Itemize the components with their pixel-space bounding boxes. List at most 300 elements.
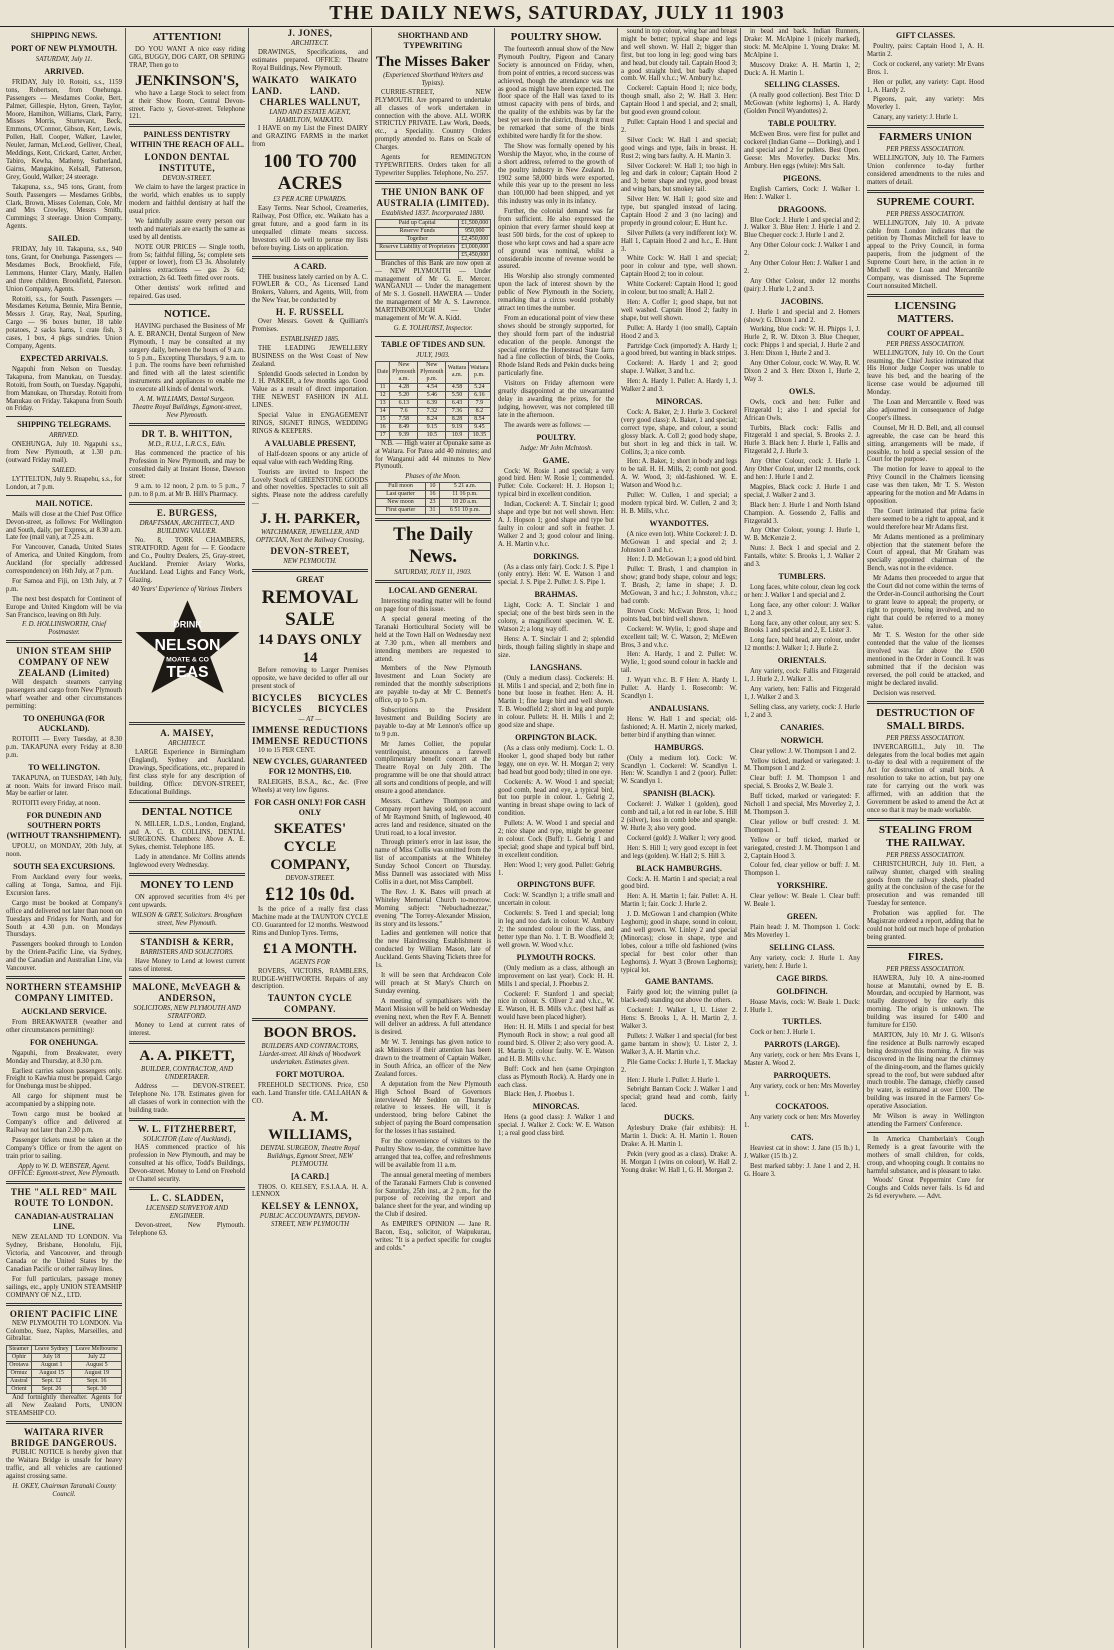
table-cell: Sept. 16 xyxy=(72,1378,122,1386)
divider xyxy=(129,873,245,876)
article-paragraph: Any Other Colour, cock: J. Hurle 1. Any Other Colour, under 12 months, cock and hen: J. Hurle 1 and 2. xyxy=(744,458,860,481)
article-paragraph: No. 8, TORK CHAMBERS, STRATFORD. Agent for — F. Goodacre and Co., Poultry Dealers, 25, Gray-street, Auckland. Premier Aviary Works, Auckland. Lead Lights and Fancy Work, Glazing. xyxy=(129,536,245,584)
section-heading: TO WELLINGTON. xyxy=(28,762,100,772)
article-paragraph: Messrs. Carthew Thompson and Company report having sold, on account of Mr Raymond Smith, of Inglewood, 40 acres land and residence, situated on the Uruti road, to a local investor. xyxy=(375,797,491,837)
article-paragraph: Pullet: A. Hardy 1 (too small), Captain Hood 2 and 3. xyxy=(621,324,737,340)
advert-title: L. C. SLADDEN, xyxy=(150,1192,224,1203)
article-paragraph: Any Other Colour Hen: J. Walker 1 and 2. xyxy=(744,260,860,275)
advert-title: J. JONES, xyxy=(287,28,333,38)
divider xyxy=(129,976,245,979)
paired-heading-text: BICYCLES xyxy=(252,692,303,703)
star-logo-text: TEAS xyxy=(165,664,209,682)
article-paragraph: Town cargo must be booked at Company's office and delivered at Railway not later than 2.30 p.m. xyxy=(6,1111,122,1134)
article-paragraph: Before removing to Larger Premises opposite, we have decided to offer all our present stock of xyxy=(252,666,368,690)
article-paragraph: Mr Adams then proceeded to argue that the Court did not come within the terms of the Order-in-Council authorising the Court to grant leave to appeal; the property, or right to property, being involved, and no right that could be referred to a money value. xyxy=(867,575,984,630)
article-paragraph: Buff ticked, marked or variegated: F. Nicholl 1 and special, Mrs Moverley 2, J. M. Thompson 3. xyxy=(744,793,860,816)
article-paragraph: Hens (a good class): J. Walker 1 and special. J. Walker 2. Cock: W. E. Watson 1; a real good class bird. xyxy=(498,1114,614,1138)
section-heading: PAINLESS DENTISTRY WITHIN THE REACH OF ALL. xyxy=(129,130,245,150)
column-1 xyxy=(3,28,126,1648)
article-paragraph: Long face, bald head, any colour, under 12 months: J. Walker 1; J. Hurle 2. xyxy=(744,637,860,653)
article-paragraph: HAWERA, July 10. A nine-roomed house at Manutahi, owned by E. B. Mourdan, and occupied by Harmont, was totally destroyed by fire early this morning. The origin is unknown. The building was insured for £400 and furniture for £150. xyxy=(867,974,984,1030)
table-cell: Orotava xyxy=(7,1362,32,1370)
table-row xyxy=(376,499,491,507)
article-paragraph: RALEIGHS, B.S.A., &c., &c. (Free Wheels) at very low figures. xyxy=(252,779,368,795)
subheading: £3 PER ACRE UPWARDS. xyxy=(273,196,347,204)
paired-heading xyxy=(252,704,368,715)
article-paragraph: FRIDAY, July 10. Takapuna, s.s., 940 tons, Grant, for Onehunga. Passengers — Mesdames Bock, Brookfield, Fife, Lemmons, Hunter Clary, Manly, Hallen and three children. Brookfield, Paterson. Union Company, Agents. xyxy=(6,246,122,293)
star-logo-text: NELSON xyxy=(154,637,220,655)
article-paragraph: It will be seen that Archdeacon Cole will preach at St Mary's Church on Sunday evening. xyxy=(375,971,491,995)
subheading: Established 1837. Incorporated 1880. xyxy=(381,209,485,217)
table-cell: 7.36 xyxy=(446,407,468,415)
table-cell: 12 xyxy=(376,391,390,399)
subheading: PER PRESS ASSOCIATION. xyxy=(886,965,965,973)
article-paragraph: 10 to 15 PER CENT. xyxy=(258,746,316,754)
subheading: LICENSED SURVEYOR AND ENGINEER. xyxy=(145,1204,229,1220)
article-paragraph: Long face, any other colour: J. Walker 1, 2 and 3. xyxy=(744,601,860,617)
section-heading: MINORCAS. xyxy=(532,1102,580,1112)
article-paragraph: Cockerel: Captain Hood 1; nice body, though small, also 2; W. Hall 3. Hen: Captain Hood 1 and special, and 2; small, but good even ground colour. xyxy=(621,85,737,117)
table-cell: 9.45 xyxy=(468,423,490,431)
advert-title: KELSEY & LENNOX, xyxy=(261,1201,359,1212)
table-cell: New Plymouth p.m. xyxy=(418,361,446,383)
section-heading: TABLE POULTRY. xyxy=(768,119,836,129)
article-paragraph: Cockerel: F. Stanford 1 and special; nice in colour. S. Oliver 2 and v.h.c., W. E. Watson, H. B. Mills v.h.c. (best half as would have been placed higher). xyxy=(498,990,614,1022)
article-paragraph: Hen: J. D. McGowan 1; a good old bird. xyxy=(627,556,737,564)
article-paragraph: Through printer's error in last issue, the name of Miss Collis was omitted from the list of accompanists at the Whiteley Sunday School Concert on Thursday. Miss Dannell was associated with Miss Collis in a duet, not Miss Campbell. xyxy=(375,839,491,886)
article-paragraph: (A really good collection). Best Trio: D McGowan (white leghorns) 1, A. Hardy (Golden Pencil Wyandottes) 2. xyxy=(744,92,860,116)
article-paragraph: Pullet: W. Cullen, 1 and special; a modern typical bird. W. Cullen, 2 and 3; H. B. Mills, v.h.c. xyxy=(621,492,737,515)
article-paragraph: The next best despatch for Continent of Europe and United Kingdom will be via San Francisco, leaving on 8th July. xyxy=(6,595,122,619)
article-paragraph: Cockerel: J. Walker 1, U. Lister 2. Hens: S. Brooks 1, A. H. Martin 2, J. Walker 3. xyxy=(621,1007,737,1031)
article-paragraph: From BREAKWATER (weather and other circumstances permitting): xyxy=(6,1018,122,1034)
table-cell: Ophir xyxy=(7,1354,32,1362)
article-paragraph: Mr Wilson is away in Wellington attending the Farmers' Conference. xyxy=(867,1113,984,1128)
article-paragraph: (As a class only medium). Cock: L. O. Hooker 1, good shaped body but rather leggy, one on eye. W. H. Morgan 2; very bad head but good body; tilted in one eye. xyxy=(498,744,614,776)
advert-title: MALONE, McVEAGH & ANDERSON, xyxy=(132,982,242,1004)
section-heading: GREEN. xyxy=(786,912,818,922)
subheading: PER PRESS ASSOCIATION. xyxy=(886,734,965,742)
table-row xyxy=(376,391,491,399)
article-paragraph: And fortnightly thereafter. Agents for all New Zealand Ports, UNION STEAMSHIP CO. xyxy=(6,1394,122,1418)
article-paragraph: For Samoa and Fiji, on 13th July, at 7 p.m. xyxy=(6,577,122,593)
article-paragraph: HAVING purchased the Business of Mr A. E. BRANCH, Dental Surgeon of New Plymouth, I may be consulted at my surgery daily, between the hours of 9 a.m. to 5 p.m., Excepting Thursdays, 9 a.m. to 1 p.m. The rooms have been refurnished and fitted with all the latest scientific instruments and appliances to enable me to execute all kinds of dental work. xyxy=(129,322,245,394)
advert-title: STANDISH & KERR, xyxy=(140,936,234,947)
section-heading: PIGEONS. xyxy=(782,173,821,183)
table-cell: 9.15 xyxy=(418,423,446,431)
article-paragraph: Clear buff: J. M. Thompson 1 and special, S. Brooks 2, W. Beale 3. xyxy=(744,775,860,791)
advert-display-text: The Misses Baker xyxy=(375,54,491,70)
section-heading: FOR ONEHUNGA. xyxy=(30,1037,98,1047)
article-paragraph: Any Other Colour, young: J. Hurle 1, W. B. McKenzie 2. xyxy=(744,527,860,543)
article-paragraph: Hen: A. H. Martin 1; fair. Pullet: A. H. Martin 1; fair. Cock: J. Hurle 2. xyxy=(621,893,737,909)
section-heading: SOUTH SEA EXCURSIONS. xyxy=(13,862,115,872)
article-paragraph: Clear yellow: W. Beale 1. Clear buff: W. Beale 1. xyxy=(744,893,860,909)
paired-heading xyxy=(252,736,368,747)
column-3 xyxy=(249,28,372,1648)
subheading: WILSON & GREY, Solicitors. Brougham street, New Plymouth. xyxy=(131,911,243,927)
article-paragraph: Colour fed, clear yellow or buff: J. M. Thompson 1. xyxy=(744,862,860,878)
article-paragraph: J. Wyatt v.h.c. B. F Hen: A. Hardy 1. Pullet: A. Hardy 1. Rosecomb: W. Scandlyn 1. xyxy=(621,677,737,700)
subheading: BARRISTERS AND SOLICITORS. xyxy=(140,948,234,956)
subheading: — AT — xyxy=(298,715,322,723)
article-paragraph: Hoase Mavis, cock: W. Beale 1. Duck: J. Hurle 1. xyxy=(744,998,860,1014)
section-heading: SHIPPING TELEGRAMS. xyxy=(17,420,111,430)
advert-title: E. BURGESS, xyxy=(156,508,218,519)
table-row xyxy=(376,407,491,415)
column-7 xyxy=(741,28,864,1648)
paired-heading-text: IMMENSE xyxy=(252,735,300,746)
article-paragraph: Light, Cock: A. T. Sinclair 1 and special; one of the best birds seen in the colony, a magnificent specimen. W. E. Watson 2; a long way off. xyxy=(498,602,614,633)
article-paragraph: Ngapuhi from Nelson on Tuesday. Takapuna, from Manukau, on Tuesday. Rotoiti, from South, on Tuesday. Ngapuhi, from Manukau, on Thursday. Rotoiti from Manukau on Friday. Takapuna from South on Friday. xyxy=(6,365,122,413)
article-paragraph: For the convenience of visitors to the Poultry Show to-day, the committee have arranged that tea, coffee, and refreshments will be available from 11 a.m. xyxy=(375,1138,491,1169)
column-2 xyxy=(126,28,249,1648)
table-cell: Waitara a.m. xyxy=(446,361,468,383)
subheading: H. OKEY, Chairman Taranaki County Council. xyxy=(12,1482,116,1498)
advert-display-text: REMOVAL SALE xyxy=(261,586,359,630)
article-paragraph: Pile Game Cocks: J. Hurle 1, T. Mackay 2. xyxy=(621,1058,737,1074)
advert-display-text: JENKINSON'S, xyxy=(135,72,239,89)
article-paragraph: Any variety, hen: Fallis and Fitzgerald 1, J. Walker 2 and 3. xyxy=(744,686,860,701)
section-heading: DRAGOONS. xyxy=(777,204,827,214)
section-heading: TO ONEHUNGA (FOR AUCKLAND). xyxy=(23,713,105,733)
article-paragraph: ON approved securities from 4½ per cent upwards. xyxy=(129,894,245,909)
article-paragraph: Cock: W. Rosie 1 and special; a very good bird. Hen: W. Rosie 1; commended. Pullet: Cole. Cockerel: H. J. Hopson 1; typical bird in excellent condition. xyxy=(498,467,614,499)
article-paragraph: I HAVE on my List the Finest DAIRY and GRAZING FARMS in the market from xyxy=(252,125,368,149)
article-paragraph: Any variety, cock: Fallis and Fitzgerald 1, J. Hurle 2, J. Walker 3. xyxy=(744,668,860,684)
section-heading: PLYMOUTH ROCKS. xyxy=(516,952,596,962)
table-cell: Orient xyxy=(7,1386,32,1394)
table-cell: Leave Melbourne xyxy=(72,1346,122,1354)
subheading: M.D., R.U.I., L.R.C.S., Edin. xyxy=(148,440,226,448)
table-cell: 5.20 xyxy=(390,391,418,399)
table-cell: 16 xyxy=(376,423,390,431)
advert-title: THE UNION BANK OF AUSTRALIA (LIMITED). xyxy=(376,186,490,208)
section-heading: YORKSHIRE. xyxy=(776,881,828,891)
paired-heading-text: BICYCLES xyxy=(252,703,303,714)
article-paragraph: Owls, cock and hen: Fuller and Fitzgerald 1; also 1 and special for African Owls. xyxy=(744,398,860,422)
section-heading: WYANDOTTES. xyxy=(649,518,709,528)
table-row xyxy=(376,383,491,391)
article-paragraph: Hens: W. Hall 1 and special; old-fashioned; A. H. Martin 2, nicely marked, better bird if anything than winner. xyxy=(621,715,737,739)
advert-display-text: J. H. PARKER, xyxy=(259,511,361,528)
divider xyxy=(375,518,491,521)
table-cell: 6.43 xyxy=(446,399,468,407)
section-heading: SPANISH (BLACK). xyxy=(643,789,715,799)
table-cell: 6.16 xyxy=(468,391,490,399)
article-paragraph: Mails will close at the Chief Post Office Devon-street, as follows: For Wellington and South, daily, per Express, at 8.30 a.m. Late fee (mail van), at 7.25 a.m. xyxy=(6,510,122,542)
article-paragraph: INVERCARGILL, July 10. The delegates from the local bodies met again to-day to deal with a requirement of the Act for destruction of small birds. A resolution to take no action, but pay one rate for carrying out the work was affirmed, with an addition that the Government be asked to amend the Act at once so that it may be made workable. xyxy=(867,743,984,814)
section-heading: NOTICE. xyxy=(163,307,211,320)
article-paragraph: PUBLIC NOTICE is hereby given that the Waitara Bridge is unsafe for heavy traffic, and all vehicles are cautioned against crossing same. xyxy=(6,1449,122,1480)
article-paragraph: Cockerel: W. Wylie, 1; good shape and excellent tail; W. C. Watson, 2; McEwen Bros, 3 and v.h.c. xyxy=(621,625,737,649)
article-paragraph: Mr T. S. Weston for the other side contended that the value of the licenses involved was far above the £500 mentioned in the Order in Council. It was submitted that if the decision was reversed, the poll could be attacked, and might be declared invalid. xyxy=(867,632,984,687)
article-paragraph: Working, blue cock: W. H. Phipps 1, J. Hurle 2, R. W. Dixon 3. Blue Chequer, cock: Phipps 1 and special, J. Hurle 2 and 3. Hen: Dixon 1, Hurle 2 and 3. xyxy=(744,326,860,358)
subheading: PER PRESS ASSOCIATION. xyxy=(886,851,965,859)
article-paragraph: Pigeons, pair, any variety: Mrs Moverley 1. xyxy=(867,96,984,112)
table-cell: 8.28 xyxy=(446,415,468,423)
table-cell: 17 xyxy=(376,431,390,439)
table-row xyxy=(7,1386,122,1394)
section-heading: POULTRY. xyxy=(536,432,576,442)
table-cell: 10.9 xyxy=(446,431,468,439)
section-heading: A CARD. xyxy=(293,261,327,271)
subheading: ARRIVED. xyxy=(49,432,79,440)
advert-title: NORTHERN STEAMSHIP COMPANY LIMITED. xyxy=(6,981,122,1003)
table-cell: 9.39 xyxy=(390,431,418,439)
divider xyxy=(252,569,368,572)
article-paragraph: Have Money to Lend at lowest current rates of interest. xyxy=(129,957,245,973)
article-paragraph: Any variety, cock or hen: Mrs Evans 1, Master A. Wood 2. xyxy=(744,1052,860,1068)
section-heading: PARROTS (LARGE). xyxy=(764,1040,840,1050)
article-paragraph: TAKAPUNA, on TUESDAY, 14th July, at noon. Waits for inward Frisco mail. May be earlier or later. xyxy=(6,774,122,798)
table-row xyxy=(376,251,491,259)
divider xyxy=(867,1132,984,1133)
article-paragraph: Mr James Collier, the popular ventriloquist, announces a farewell complimentary benefit concert at the Theatre Royal on July 20th. The programme will be one that should attract all sorts and conditions of people, and will ensure a good attendance. xyxy=(375,740,491,796)
article-paragraph: Lady in attendance. Mr Collins attends Inglewood every Wednesday. xyxy=(129,854,245,870)
section-heading: MINORCAS. xyxy=(655,396,703,406)
table-cell: Last quarter xyxy=(376,491,426,499)
section-heading: CANARIES. xyxy=(780,722,824,732)
subheading: Apply to W. D. WEBSTER, Agent. OFFICE: Egmont-street, New Plymouth. xyxy=(8,1162,120,1178)
table-cell: 7.6 xyxy=(390,407,418,415)
article-paragraph: Pullets: J. Walker 1 and special (for best game bantam in show); U. Lister 2, J. Walker 3, A. H. Martin v.h.c. xyxy=(621,1032,737,1056)
table-cell: 10.5 xyxy=(418,431,446,439)
article-paragraph: For Vancouver, Canada, United States of America, and United Kingdom, from Auckland (for specially addressed correspondence) on 16th July, at 7 p.m. xyxy=(6,544,122,576)
article-paragraph: Black hen: J. Hurle 1 and North Island Champion. A. Gossendo 2, Fallis and Fitzgerald 3. xyxy=(744,501,860,525)
table-row xyxy=(376,423,491,431)
article-paragraph: Clear yellow: J. W. Thompson 1 and 2. xyxy=(750,747,856,755)
divider xyxy=(129,502,245,505)
article-paragraph: Cockerel (gold): J. Walker 1; very good. xyxy=(627,834,737,842)
divider xyxy=(867,190,984,193)
section-heading: BRAHMAS. xyxy=(534,590,578,600)
paired-heading-text: WAIKATO LAND. xyxy=(252,74,300,96)
article-paragraph: Is the price of a really first class Machine made at the TAUNTON CYCLE CO. Guaranteed for 12 months. Westwood Rims and Dunlop Tyres. Terms, xyxy=(252,906,368,937)
subheading: NEW PLYMOUTH. xyxy=(283,557,337,565)
section-heading: SHORTHAND AND TYPEWRITING xyxy=(397,31,469,50)
table-cell: £1,500,000 xyxy=(459,219,491,227)
subheading: AGENTS FOR xyxy=(290,958,330,966)
article-paragraph: Subscriptions to the President Investment and Building Society are payable to-day at Mr Lennon's office up to 9 p.m. xyxy=(375,706,491,738)
article-paragraph: English Carriers, Cock: J. Walker 1. Hen: J. Walker 1. xyxy=(744,185,860,201)
subheading: DEVON-STREET. xyxy=(285,875,335,883)
advert-title: UNION STEAM SHIP COMPANY OF NEW ZEALAND (Limited) xyxy=(16,646,112,679)
article-paragraph: Hen: A. Hardy, 1 and 2. Pullet: W. Wylie, 1; good sound colour in hackle and tail. xyxy=(621,651,737,675)
table-cell: Paid up Capital xyxy=(376,219,459,227)
section-heading: SHIPPING NEWS. xyxy=(30,31,98,40)
article-paragraph: Pullet: T. Brash, 1 and champion in show; grand body shape, colour and legs; T. Brash, 2; lame in shape; J. D. McGowan, 3 and h.c.; J. Johnston, v.h.c.; bad comb. xyxy=(621,566,737,605)
article-paragraph: Will despatch steamers carrying passengers and cargo from New Plymouth wharf weather and other circumstances permitting: xyxy=(6,679,122,710)
advert-title: DR T. B. WHITTON, xyxy=(141,428,233,439)
article-paragraph: LYTTELTON, July 9. Ruapehu, s.s., for London, at 7 p.m. xyxy=(6,475,122,491)
article-paragraph: Hen: A. Baker, 1; short in body and legs to be tail. H. H. Mills, 2; comb not good. A. W. Wood, 3; old-fashioned. W. E. Watson and Wood h.c. xyxy=(621,458,737,490)
divider xyxy=(6,1421,122,1424)
article-paragraph: We claim to have the largest practice in the world, which enables us to supply modern and faithful dentistry at half the usual price. xyxy=(129,184,245,215)
section-heading: ANDALUSIANS. xyxy=(649,703,709,713)
subheading: SOLICITOR (Late of Auckland), xyxy=(142,1135,232,1143)
table-cell: Leave Sydney xyxy=(31,1346,72,1354)
advert-title: TAUNTON CYCLE COMPANY. xyxy=(267,993,353,1015)
advert-display-text: BOON BROS. xyxy=(263,1025,357,1042)
section-heading: JACOBINS. xyxy=(780,296,824,306)
table-cell: Waitara p.m. xyxy=(468,361,490,383)
article-paragraph: Any Other Colour, under 12 months (pair): J. Hurle 1, 2 and 3. xyxy=(744,277,860,293)
paired-heading-text: BICYCLES xyxy=(317,703,368,714)
masthead-title: THE DAILY NEWS, SATURDAY, JULY 11 1903 xyxy=(329,2,785,24)
table-cell: 14 xyxy=(376,407,390,415)
article-paragraph: Cargo must be booked at Company's office and delivered not later than noon on Tuesdays and Fridays for North, and for South at 4.30 p.m. on Mondays Thursdays. xyxy=(6,899,122,939)
section-heading: GOLDFINCH. xyxy=(776,986,828,996)
table-cell: 5.46 xyxy=(418,391,446,399)
article-paragraph: Other dentists' work refitted and repaired. Gas used. xyxy=(129,285,245,301)
advert-display-text: £12 10s 0d. xyxy=(265,884,355,906)
table-cell: 7.32 xyxy=(418,407,446,415)
table-cell: 5.24 xyxy=(468,383,490,391)
subheading: PUBLIC ACCOUNTANTS, DEVON-STREET, NEW PLYMOUTH xyxy=(259,1213,361,1229)
section-heading: DORKINGS. xyxy=(533,551,579,561)
paired-heading-text: IMMENSE xyxy=(252,724,300,735)
data-table xyxy=(375,219,491,260)
article-paragraph: FREEHOLD SECTIONS. Price, £50 each. Land Transfer title. CALLAHAN & CO. xyxy=(252,1082,368,1105)
divider xyxy=(129,1118,245,1121)
subheading: SATURDAY, July 11. xyxy=(35,56,93,63)
star-logo-text: MOATE & CO xyxy=(165,656,209,664)
table-cell: 8.54 xyxy=(468,415,490,423)
advert-title: THE "ALL RED" MAIL ROUTE TO LONDON. xyxy=(10,1187,118,1209)
article-paragraph: Hens: A. T. Sinclair 1 and 2; splendid birds, though failing slightly in shape and size. xyxy=(498,635,614,659)
article-paragraph: Pullets: A. W. Wood 1 and special and 2; nice shape and type, might be greener in colour. Cock (Buff): L. Gehrig 1 and special; good shape and typical buff bird, in excellent condition. xyxy=(498,820,614,859)
subheading: (Experienced Shorthand Writers and Typists). xyxy=(383,72,483,87)
section-heading: ORPINGTON BLACK. xyxy=(515,732,597,742)
article-paragraph: Takapuna, s.s., 945 tons, Grant, from South. Passengers — Mesdames Gribbs, Clark, Brown, Misses Coleman, Cole, Mr and Mrs Crowley, Messrs Smith, Cummings; 3 steerage. Union Company, Agents. xyxy=(6,183,122,231)
section-heading: OWLS. xyxy=(788,386,815,396)
article-paragraph: Splendid Goods selected in London by J. H. PARKER, a few months ago. Good Value as a result of direct importation. THE NEWEST FASHION IN ALL LINES. xyxy=(252,370,368,410)
section-heading: STEALING FROM THE RAILWAY. xyxy=(878,823,973,849)
article-paragraph: N. MILLER, L.D.S., London, England, and A. C. B. COLLINS, DENTAL SURGEONS. Chambers: Above A. E. Sykes, chemist. Telephone 185. xyxy=(129,820,245,852)
subheading: JULY, 1903. xyxy=(416,351,450,359)
table-cell: 8.49 xyxy=(390,423,418,431)
section-heading: ORIENTALS. xyxy=(777,656,827,666)
divider xyxy=(129,722,245,725)
section-heading: GAME BANTAMS. xyxy=(644,977,714,987)
article-paragraph: J. Hurle 1 and special and 2. Homers (show): G. Dixon 1 and 2. xyxy=(744,308,860,324)
divider xyxy=(375,580,491,583)
article-paragraph: The Rev. J. K. Bates will preach at Whiteley Memorial Church to-morrow. Morning subject: "Nebuchadnezzar," evening "The Torrey-Alexander Mission, its story and its lessons." xyxy=(375,888,491,928)
article-paragraph: Turbits, Black cock: Fallis and Fitzgerald 1 and special, S. Brooks 2. J. Hurle 3. Black hen: J. Hurle 1, Fallis and Fitzgerald 2, J. Hurle 3. xyxy=(744,424,860,456)
section-heading: COURT OF APPEAL. xyxy=(887,328,964,338)
section-heading: ARRIVED. xyxy=(44,66,84,76)
article-paragraph: Hen: A. Hardy 1. Pullet: A. Hardy 1, J. Walker 2 and 3. xyxy=(621,378,737,394)
article-paragraph: White Cock: W. Hall 1 and special; poor in colour and type, well shown. Captain Hood 2; too in colour. xyxy=(621,255,737,279)
table-cell: Steamer xyxy=(7,1346,32,1354)
table-cell: August 15 xyxy=(31,1370,72,1378)
section-heading: PARROQUETS. xyxy=(773,1071,831,1081)
table-cell: 5 21 a.m. xyxy=(439,483,490,491)
table-cell: 23 xyxy=(426,499,440,507)
article-paragraph: Clear yellow or buff crested: J. M. Thompson 1. xyxy=(744,818,860,834)
article-paragraph: Agents for REMINGTON TYPEWRITERS. Orders taken for all Typewriter Supplies. Telephone, No. 257. xyxy=(375,154,491,177)
article-paragraph: ROVERS, VICTORS, RAMBLERS, RUDGE-WHITWORTH. Repairs of any description. xyxy=(252,967,368,991)
table-row xyxy=(376,235,491,243)
article-paragraph: MARTON, July 10. Mr J. G. Wilson's fine residence at Bulls narrowly escaped being destroyed this morning. A fire was discovered in the lining near the chimney of the dining-room, and the flames quickly spread to the roof, but were subdued after much trouble. The damage, chiefly caused by water, is estimated at over £100. The building was insured in the Farmers' Co-operative Association. xyxy=(867,1032,984,1111)
article-paragraph: From an educational point of view these shows should be strongly supported, for they should form part of the industrial education of the people. Amongst the special entries the Homestead State farm had a fine collection of birds, the Cooks, Rhode Island Reds and Pekin ducks being particularly fine. xyxy=(498,314,614,378)
subheading: DRAFTSMAN, ARCHITECT, AND BUILDING VALUER. xyxy=(139,520,235,536)
table-cell: 8.2 xyxy=(468,407,490,415)
article-paragraph: Fairly good lot; the winning pullet (a black-red) standing out above the others. xyxy=(621,989,737,1005)
table-row xyxy=(7,1378,122,1386)
article-paragraph: Cockerel: J. Walker 1 (golden), good comb and tail, a lot red in ear lobe. S. Hill 2 (silver), loss in comb lobe and spangle. W. Hurle 3; also very good. xyxy=(621,801,737,832)
table-row xyxy=(376,491,491,499)
article-paragraph: Silver Hen: W. Hall 1; good size and type, but spangled instead of lacing. Captain Hood 2 and 3 (no lacing) and properly in ground colour; E. Hunt h.c. xyxy=(621,196,737,227)
article-paragraph: UPOLU, on MONDAY, 20th July, at noon. xyxy=(6,843,122,859)
article-paragraph: From Auckland every four weeks, calling at Tonga, Samoa, and Fiji. Excursion fares. xyxy=(6,874,122,897)
table-cell: 4.54 xyxy=(418,383,446,391)
article-paragraph: The Court intimated that prima facie there seemed to be a right to appeal, and it would therefore hear Mr Adams first. xyxy=(867,507,984,531)
article-paragraph: Any variety, cock: J. Hurle 1. Any variety, hen: J. Hurle 1. xyxy=(744,954,860,970)
article-paragraph: Woods' Great Peppermint Cure for Coughs and Colds never fails. 1s 6d and 2s 6d everywhere. — Advt. xyxy=(867,1177,984,1201)
section-heading: NEW CYCLES, GUARANTEED FOR 12 MONTHS, £10. xyxy=(252,757,368,777)
table-cell: Austral xyxy=(7,1378,32,1386)
table-cell: 6 51 10 p.m. xyxy=(439,507,490,515)
table-cell: 13 xyxy=(376,399,390,407)
article-paragraph: NEW PLYMOUTH TO LONDON. Via Colombo, Suez, Naples, Marseilles, and Gibraltar. xyxy=(6,1319,122,1343)
section-heading: GREAT xyxy=(296,574,324,584)
advert-display-text: The Daily News. xyxy=(393,524,473,568)
article-paragraph: Devon-street, New Plymouth. Telephone 63. xyxy=(129,1221,245,1237)
section-heading: DUCKS. xyxy=(663,1113,694,1123)
section-heading: CATS. xyxy=(790,1132,814,1142)
article-paragraph: (Only a medium class). Cockerels: H. H. Mills 1 and special, and 2; both fine in bone but loose in feather. Hen: A. H. Martin 1; fine large bird and well shown. T. B. Woodfield 2; short in leg and purple in colour. Pullets: H. H. Mills 1 and 2; good size and shape. xyxy=(498,674,614,730)
article-paragraph: Hen: J. Hurle 1. Pullet: J. Hurle 1. xyxy=(627,1076,720,1084)
article-paragraph: Decision was reserved. xyxy=(873,689,936,697)
paired-heading xyxy=(252,725,368,736)
article-paragraph: Ngapuhi, from Breakwater, every Monday and Thursday, at 8.30 p.m. xyxy=(6,1049,122,1065)
article-paragraph: Brown Cock: McEwan Bros, 1; hood points bad, but bird well shown. xyxy=(621,607,737,623)
article-paragraph: Yellow ticked, marked or variegated: J. M. Thompson 1 and 2. xyxy=(744,757,860,773)
article-paragraph: Cockerel: A. Hardy 1 and 2; good shape. J. Walker, 3 and h.c. xyxy=(621,360,737,376)
divider xyxy=(129,304,245,305)
column-4 xyxy=(372,28,495,1648)
section-heading: CANADIAN-AUSTRALIAN LINE. xyxy=(14,1212,114,1232)
advert-title: H. F. RUSSELL xyxy=(275,307,345,318)
article-paragraph: CHRISTCHURCH, July 10. Flett, a railway shunter, charged with stealing goods from the railway sheds, pleaded guilty at the conclusion of the case for the prosecution and was remanded till Tuesday for sentence. xyxy=(867,860,984,908)
article-paragraph: White Cockerel: Captain Hood 1; good in colour, but too small; A. Hall 2. xyxy=(621,281,737,297)
article-paragraph: The fourteenth annual show of the New Plymouth Poultry, Pigeon and Canary Society is announced on Friday, when, from point of entries, a record success was achieved, though the attendance was not as good as might have been expected. The floor space of the Hall was taxed to its utmost capacity with pens of birds, and the quality of the exhibits was by far the best yet seen in the district, though it must be remarked that some of the birds exhibited were hardly fit for the show. xyxy=(498,46,614,140)
article-paragraph: Ladies and gentlemen will notice that the new Hairdressing Establishment is conducted by William Mason, late of Auckland. Gents Shaving Tickets three for 1s. xyxy=(375,930,491,970)
article-paragraph: Magpies, Black cock: J. Hurle 1 and special, J. Walker 2 and 3. xyxy=(744,483,860,499)
subheading: SATURDAY, JULY 11, 1903. xyxy=(394,569,472,577)
table-row xyxy=(376,227,491,235)
article-paragraph: Long faces, white colour, clean leg cock or hen: J. Walker 1 and special and 2. xyxy=(744,583,860,599)
article-paragraph: CURRIE-STREET, NEW PLYMOUTH. Are prepared to undertake all classes of work undertaken in connection with the above. ALL WORK STRICTLY PRIVATE. Law Work, Deeds, etc., a Speciality. Country Orders promptly attended to. Rates on Scale of Charges. xyxy=(375,88,491,152)
article-paragraph: ONEHUNGA, July 10. Ngapuhi s.s., from New Plymouth, at 1.30 p.m. (outward Friday mail). xyxy=(6,441,122,465)
column-8 xyxy=(864,28,987,1648)
article-paragraph: Any Other Colour cock: J. Walker 1 and 2. xyxy=(744,242,860,258)
data-table xyxy=(6,1345,122,1394)
article-paragraph: Best marked tabby: J. Jane 1 and 2, H. G. Hoare 3. xyxy=(744,1162,860,1178)
section-heading: CAGE BIRDS. xyxy=(776,973,828,983)
masthead xyxy=(0,0,1114,27)
article-paragraph: The Loan and Mercantile v. Reed was also adjourned in consequence of Judge Cooper's illness. xyxy=(867,399,984,422)
article-paragraph: A special general meeting of the Taranaki Horticultural Society will be held at the Town Hall on Wednesday next at 7.30 p.m., when all members and intending members are requested to attend. xyxy=(375,616,491,663)
article-paragraph: Has commenced the practice of his Profession in New Plymouth, and may be consulted daily at Instant House, Dawson street: xyxy=(129,449,245,481)
article-paragraph: Cock: A. H. Martin 1 and special; a real good bird. xyxy=(621,875,737,891)
article-paragraph: Any Other Colour, cock: W. Way, R. W. Dixon 2 and 3. Hen: Dixon 1, Hurle 2, Way 3. xyxy=(744,360,860,383)
article-paragraph: Selling class, any variety, cock: J. Hurle 1, 2 and 3. xyxy=(744,703,860,719)
table-cell: 11 xyxy=(376,383,390,391)
section-heading: GIFT CLASSES. xyxy=(896,31,955,40)
